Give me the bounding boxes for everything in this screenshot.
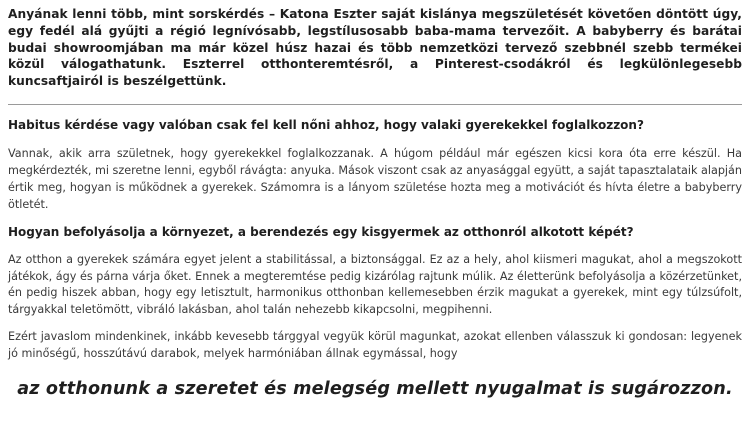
question-heading-2: Hogyan befolyásolja a környezet, a berendezés egy kisgyermek az otthonról alkotott képét? bbox=[8, 224, 634, 239]
article bbox=[8, 6, 742, 400]
divider bbox=[8, 104, 742, 105]
answer-paragraph-3: Ezért javaslom mindenkinek, inkább kevesebb tárggyal vegyük körül magunkat, azokat ellenben válasszuk ki gondosan: legyenek jó minőségű, hosszútávú darabok, melyek harmóniában állnak egymással, hogy bbox=[8, 330, 742, 361]
intro-paragraph: Anyának lenni több, mint sorskérdés – Katona Eszter saját kislánya megszületését követően döntött úgy, egy fedél alá gyűjti a régió legnívósabb, legstílusosabb baba-mama tervezőit. A babyberry és barátai budai showroomjában ma már közel húsz hazai és több nemzetközi tervező szebbnél szebb termékei közül válogathatunk. Eszterrel otthonteremtésről, a Pinterest-csodákról és legkülönlegesebb kuncsaftjairól is beszélgettünk. bbox=[8, 7, 742, 89]
pull-quote: az otthonunk a szeretet és melegség mellett nyugalmat is sugározzon. bbox=[17, 379, 733, 400]
answer-paragraph-1: Vannak, akik arra születnek, hogy gyerekekkel foglalkozzanak. A húgom például már egészen kicsi kora óta erre készül. Ha megkérdezték, mi szeretne lenni, egyből rávágta: anyuka. Mások viszont csak az anyasággal együtt, a saját tapasztalataik alapján értik meg, hogyan is működnek a gyerekek. Számomra is a lányom születése hozta meg a motivációt és hívta életre a babyberry ötletét. bbox=[8, 146, 742, 211]
answer-paragraph-2: Az otthon a gyerekek számára egyet jelent a stabilitással, a biztonsággal. Ez az a hely, ahol kiismeri magukat, ahol a megszokott játékok, ágy és párna várja őket. Ennek a megteremtése pedig kizárólag rajtunk múlik. Az életterünk befolyásolja a közérzetünket, én pedig hiszek abban, hogy egy letisztult, harmonikus otthonban kellemesebben érzik magukat a gyerekek, mint egy túlzsúfolt, tárgyakkal teletömött, vibráló lakásban, ahol talán nehezebb kikapcsolni, megpihenni. bbox=[8, 252, 742, 317]
question-heading-1: Habitus kérdése vagy valóban csak fel kell nőni ahhoz, hogy valaki gyerekekkel foglalkozzon? bbox=[8, 117, 644, 132]
